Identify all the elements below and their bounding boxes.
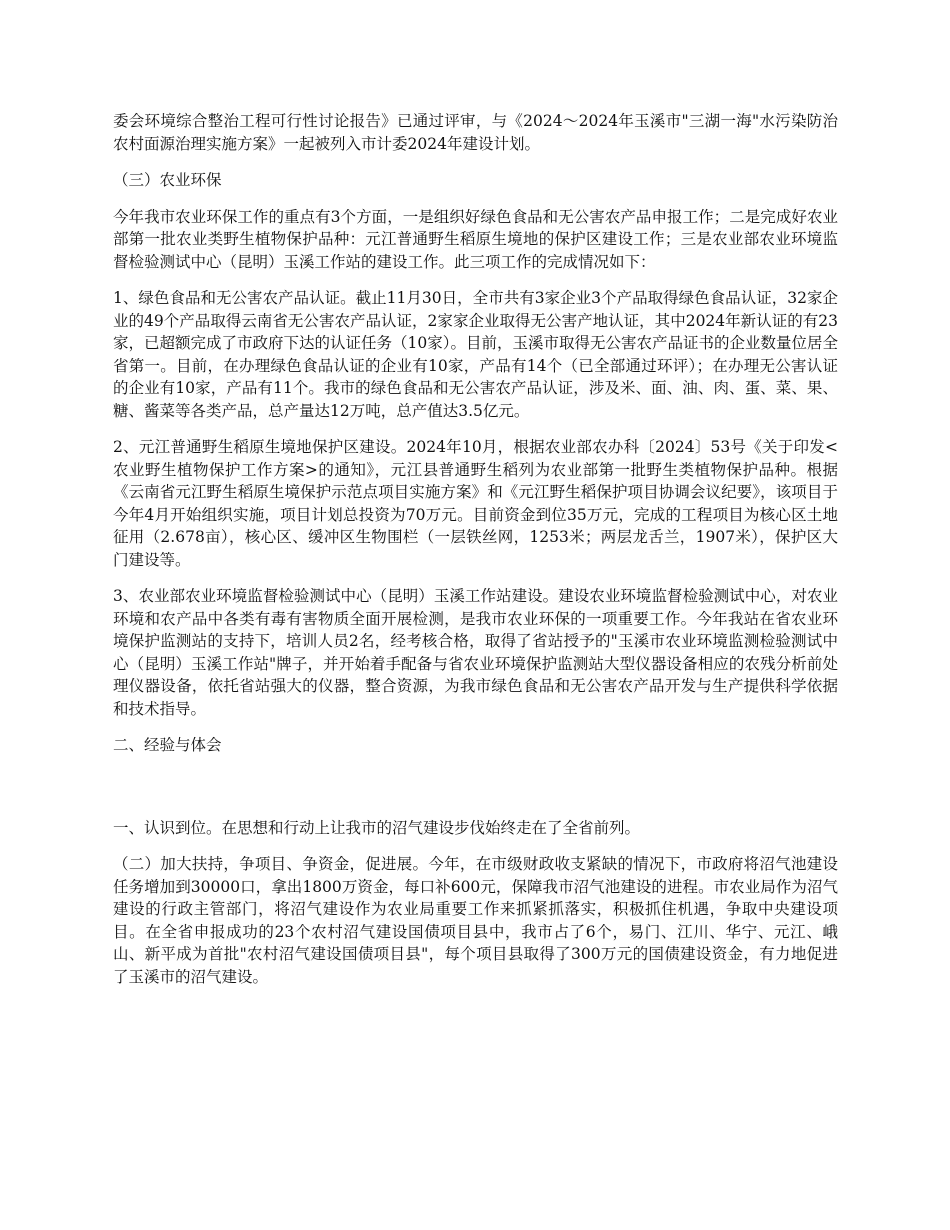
point-1-paragraph: 一、认识到位。在思想和行动上让我市的沼气建设步伐始终走在了全省前列。 [113, 818, 641, 837]
point-2-paragraph: （二）加大扶持，争项目、争资金，促进展。今年，在市级财政收支紧缺的情况下，市政府将沼气池建设任务增加到30000口，拿出1800万资金，每口补600元，保障我市沼气池建设的进程。市农业局作为沼气建设的行政主管部门，将沼气建设作为农业局重要工作来抓紧抓落实，积极抓住机遇，争取中央建设项目。在全省申报成功的23个农村沼气建设国债项目县中，我市占了6个，易门、江川、华宁、元江、峨山、新平成为首批"农村沼气建设国债项目县"，每个项目县取得了300万元的国债建设资金，有力地促进了玉溪市的沼气建设。 [113, 855, 838, 986]
document-body [113, 110, 838, 1002]
intro-paragraph: 委会环境综合整治工程可行性讨论报告》已通过评审，与《2024～2024年玉溪市"三湖一海"水污染防治农村面源治理实施方案》一起被列入市计委2024年建设计划。 [113, 112, 838, 153]
item-3-paragraph: 3、农业部农业环境监督检验测试中心（昆明）玉溪工作站建设。建设农业环境监督检验测试中心，对农业环境和农产品中各类有毒有害物质全面开展检测，是我市农业环保的一项重要工作。今年我站在省农业环境保护监测站的支持下，培训人员2名，经考核合格，取得了省站授予的"玉溪市农业环境监测检验测试中心（昆明）玉溪工作站"牌子，并开始着手配备与省农业环境保护监测站大型仪器设备相应的农残分析前处理仪器设备，依托省站强大的仪器，整合资源，为我市绿色食品和无公害农产品开发与生产提供科学依据和技术指导。 [113, 587, 838, 718]
blank-spacer [113, 771, 838, 817]
agri-env-paragraph: 今年我市农业环保工作的重点有3个方面，一是组织好绿色食品和无公害农产品申报工作；二是完成好农业部第一批农业类野生植物保护品种：元江普通野生稻原生境地的保护区建设工作；三是农业部农业环境监督检验测试中心（昆明）玉溪工作站的建设工作。此三项工作的完成情况如下： [113, 207, 838, 271]
item-1-paragraph: 1、绿色食品和无公害农产品认证。截止11月30日，全市共有3家企业3个产品取得绿色食品认证，32家企业的49个产品取得云南省无公害农产品认证，2家家企业取得无公害产地认证，其中2024年新认证的有23家，已超额完成了市政府下达的认证任务（10家）。目前，玉溪市取得无公害农产品证书的企业数量位居全省第一。目前，在办理绿色食品认证的企业有10家，产品有14个（已全部通过环评）；在办理无公害认证的企业有10家，产品有11个。我市的绿色食品和无公害农产品认证，涉及米、面、油、肉、蛋、菜、果、糖、酱菜等各类产品，总产量达12万吨，总产值达3.5亿元。 [113, 289, 838, 420]
item-2-paragraph: 2、元江普通野生稻原生境地保护区建设。2024年10月，根据农业部农办科〔2024〕53号《关于印发<农业野生植物保护工作方案>的通知》，元江县普通野生稻列为农业部第一批野生类植物保护品种。根据《云南省元江野生稻原生境保护示范点项目实施方案》和《元江野生稻保护项目协调会议纪要》，该项目于今年4月开始组织实施，项目计划总投资为70万元。目前资金到位35万元，完成的工程项目为核心区土地征用（2.678亩），核心区、缓冲区生物围栏（一层铁丝网，1253米；两层龙舌兰，1907米），保护区大门建设等。 [113, 438, 838, 569]
section-heading-agri-env: （三）农业环保 [113, 171, 222, 189]
section-heading-experience: 二、经验与体会 [113, 736, 222, 754]
